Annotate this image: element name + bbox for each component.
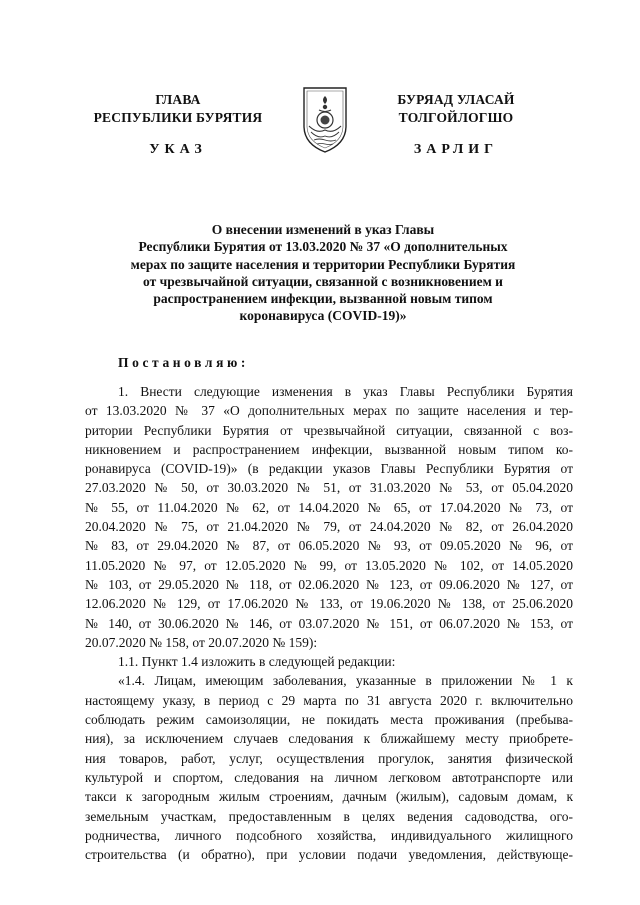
title-line: от чрезвычайной ситуации, связанной с возникновением и: [143, 273, 503, 289]
header-left-line1: ГЛАВА: [155, 92, 201, 107]
header-right-line1: БУРЯАД УЛАСАЙ: [397, 92, 515, 107]
title-line: Республики Бурятия от 13.03.2020 № 37 «О дополнительных: [138, 239, 508, 255]
title-line: коронавируса (COVID-19)»: [239, 308, 407, 324]
body-line: 1.1. Пункт 1.4 изложить в следующей редакции:: [118, 654, 396, 670]
header-left-title: УКАЗ: [149, 142, 207, 157]
body-line: ния товаров, работ, услуг, осуществления прогулок, занятия физической: [85, 750, 573, 766]
body-line: от 13.03.2020 № 37 «О дополнительных мерах по защите населения и тер-: [85, 403, 573, 419]
body-line: соблюдать режим самоизоляции, не покидать места проживания (пребыва-: [85, 712, 573, 728]
body-line: 11.05.2020 № 97, от 12.05.2020 № 99, от 13.05.2020 № 102, от 14.05.2020: [85, 557, 573, 573]
body-line: родничества, личного подсобного хозяйства, индивидуального жилищного: [85, 827, 573, 843]
body-line: 12.06.2020 № 129, от 17.06.2020 № 133, от 19.06.2020 № 138, от 25.06.2020: [85, 596, 573, 612]
body-line: № 55, от 11.04.2020 № 62, от 14.04.2020 № 65, от 17.04.2020 № 73, от: [85, 499, 573, 515]
document-body: [85, 382, 573, 864]
header-right: [356, 91, 556, 157]
body-line: 1. Внести следующие изменения в указ Главы Республики Бурятия: [118, 384, 573, 399]
decree-word: Постановляю:: [118, 355, 249, 370]
coat-of-arms-icon: [300, 82, 350, 154]
title-line: О внесении изменений в указ Главы: [211, 222, 435, 237]
header-right-line2: ТОЛГОЙЛОГШО: [398, 110, 514, 125]
body-line: 20.07.2020 № 158, от 20.07.2020 № 159):: [85, 634, 318, 650]
body-line: культурой и спортом, следования на личном легковом автотранспорте или: [85, 769, 573, 785]
body-line: настоящему указу, в период с 29 марта по 31 августа 2020 г. включительно: [85, 692, 573, 708]
body-line: ритории Республики Бурятия от чрезвычайной ситуации, связанной с воз-: [85, 422, 573, 438]
body-line: № 140, от 30.06.2020 № 146, от 03.07.2020 № 151, от 06.07.2020 № 153, от: [85, 615, 573, 631]
body-line: строительства (и обратно), при условии подачи уведомления, действующе-: [85, 847, 573, 863]
body-line: 27.03.2020 № 50, от 30.03.2020 № 51, от 31.03.2020 № 53, от 05.04.2020: [85, 480, 573, 496]
title-line: мерах по защите населения и территории Республики Бурятия: [130, 256, 516, 272]
body-line: такси к загородным жилым строениям, дачным (жилым), садовым домам, к: [85, 789, 573, 805]
header-left-line2: РЕСПУБЛИКИ БУРЯТИЯ: [93, 110, 263, 125]
body-line: ронавируса (COVID-19)» (в редакции указов Главы Республики Бурятия от: [85, 461, 573, 477]
body-line: земельным участкам, предоставленным в целях ведения садоводства, ого-: [85, 808, 573, 824]
document-title: [98, 221, 548, 325]
header-left: [78, 91, 278, 157]
body-line: № 83, от 29.04.2020 № 87, от 06.05.2020 № 93, от 09.05.2020 № 96, от: [85, 538, 573, 554]
body-line: 20.04.2020 № 75, от 21.04.2020 № 79, от 24.04.2020 № 82, от 26.04.2020: [85, 519, 573, 535]
body-line: ния), за исключением случаев следования к ближайшему месту приобрете-: [85, 731, 573, 747]
title-line: распространением инфекции, вызванной новым типом: [153, 291, 493, 307]
body-line: № 103, от 29.05.2020 № 118, от 02.06.2020 № 123, от 09.06.2020 № 127, от: [85, 576, 573, 592]
body-line: «1.4. Лицам, имеющим заболевания, указанные в приложении № 1 к: [118, 673, 573, 689]
header-right-title: ЗАРЛИГ: [413, 142, 499, 157]
body-line: никновением и распространением инфекции, вызванной новым типом ко-: [85, 441, 573, 457]
